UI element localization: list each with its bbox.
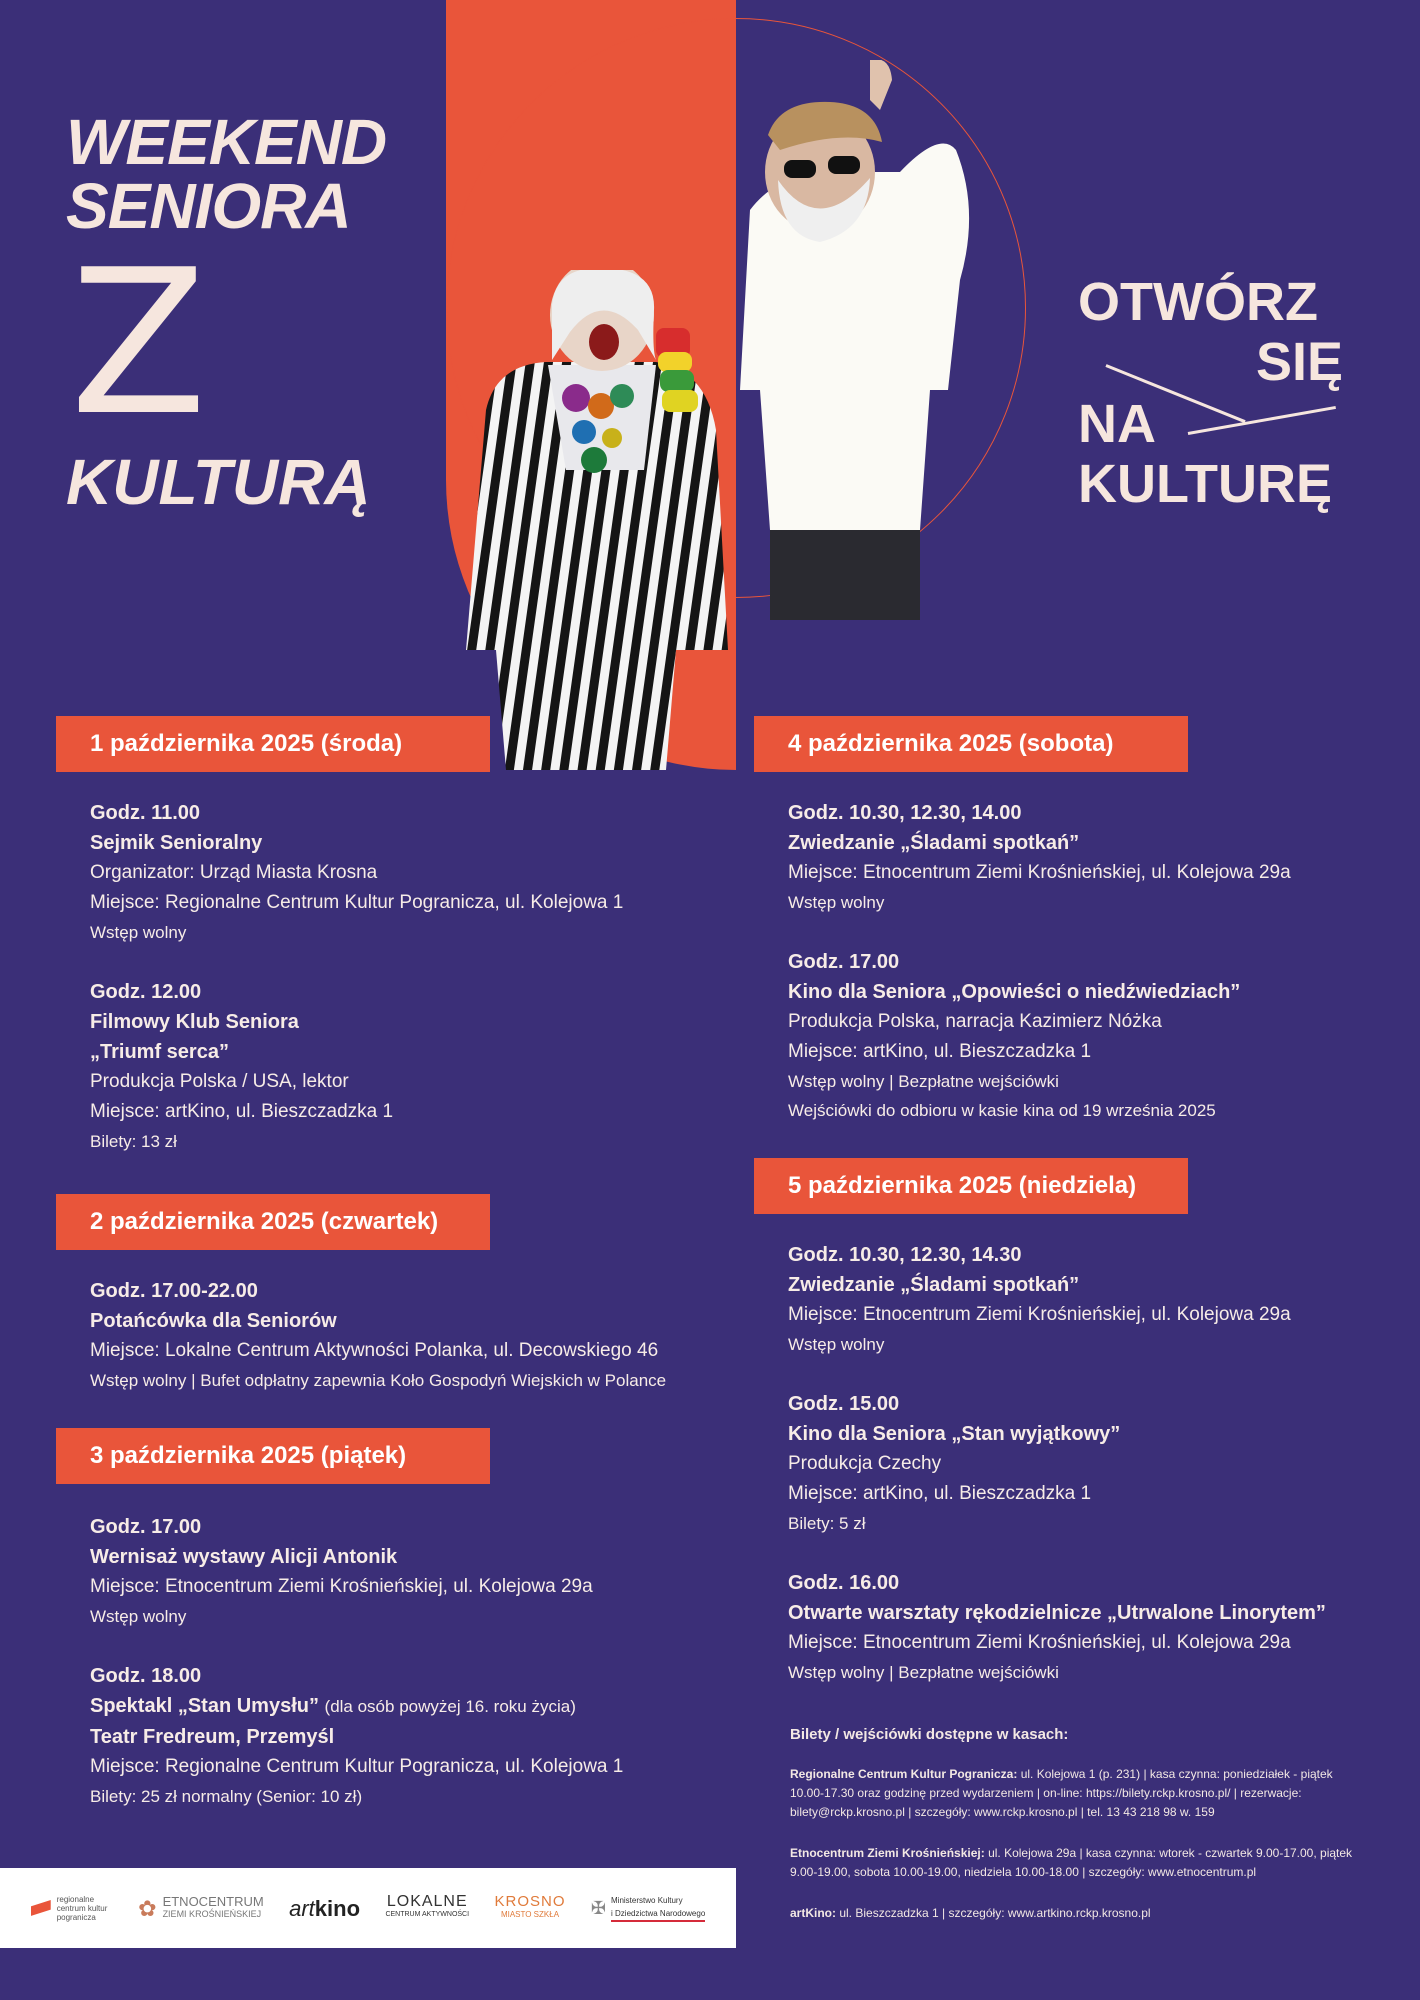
event-note: Wstęp wolny: [788, 1335, 885, 1354]
event-title: Sejmik Senioralny: [90, 832, 263, 854]
event-film-club: [90, 977, 690, 1156]
event-note: Bilety: 5 zł: [788, 1514, 866, 1533]
event-note: Wstęp wolny | Bezpłatne wejściówki: [788, 1072, 1059, 1091]
event-line: Produkcja Polska / USA, lektor: [90, 1071, 349, 1092]
day1-events: [90, 798, 690, 1186]
event-title: Spektakl „Stan Umysłu”: [90, 1695, 319, 1717]
event-kino-niedzwiedzie: [788, 947, 1398, 1125]
sponsor-logo-bar: [0, 1868, 736, 1948]
etnocentrum-logo: ✿ ETNOCENTRUM ZIEMI KROŚNIEŃSKIEJ: [138, 1894, 264, 1921]
date-banner-day3: 3 października 2025 (piątek): [56, 1428, 490, 1484]
rckp-logo: regionalne centrum kultur pogranicza: [31, 1895, 113, 1922]
title-seniora: SENIORA: [66, 170, 351, 242]
event-line: Produkcja Polska, narracja Kazimierz Nóżka: [788, 1011, 1162, 1032]
tickets-art-name: artKino:: [790, 1906, 836, 1920]
slogan-na: NA: [1078, 394, 1156, 454]
event-title-suffix: (dla osób powyżej 16. roku życia): [324, 1697, 576, 1716]
event-note: Wstęp wolny: [90, 923, 187, 942]
slogan-line-2: [1188, 406, 1336, 435]
title-weekend: WEEKEND: [66, 106, 387, 178]
event-line: Miejsce: Etnocentrum Ziemi Krośnieńskiej, ul. Kolejowa 29a: [788, 1632, 1291, 1653]
event-title: Otwarte warsztaty rękodzielnicze „Utrwalone Linorytem”: [788, 1602, 1326, 1624]
poster-title: [66, 106, 387, 518]
event-title-2: Teatr Fredreum, Przemyśl: [90, 1726, 335, 1748]
event-line: Miejsce: artKino, ul. Bieszczadzka 1: [788, 1041, 1092, 1062]
event-line: Organizator: Urząd Miasta Krosna: [90, 862, 378, 883]
title-z: Z: [70, 227, 208, 460]
event-line: Miejsce: Regionalne Centrum Kultur Pogranicza, ul. Kolejowa 1: [90, 892, 624, 913]
rckp-icon: [31, 1900, 51, 1916]
tickets-rckp: [790, 1765, 1370, 1822]
tickets-info: [790, 1726, 1370, 1945]
event-time: Godz. 17.00: [788, 951, 900, 973]
event-time: Godz. 18.00: [90, 1665, 202, 1687]
artkino-logo: artkino: [289, 1895, 361, 1921]
slogan-sie: SIĘ: [1256, 332, 1344, 392]
event-time: Godz. 12.00: [90, 981, 202, 1003]
event-note: Wstęp wolny: [90, 1607, 187, 1626]
event-potancowka: [90, 1276, 730, 1395]
day4-events: [788, 798, 1398, 1155]
tickets-art-text: ul. Bieszczadzka 1 | szczegóły: www.artkino.rckp.krosno.pl: [839, 1906, 1151, 1920]
event-note: Wstęp wolny | Bufet odpłatny zapewnia Koło Gospodyń Wiejskich w Polance: [90, 1371, 667, 1390]
etno-flower-icon: ✿: [138, 1895, 157, 1921]
title-kultura: KULTURĄ: [66, 446, 371, 518]
senior-man-photo: [720, 60, 1000, 620]
tickets-rckp-name: Regionalne Centrum Kultur Pogranicza:: [790, 1767, 1018, 1781]
event-line: Miejsce: Etnocentrum Ziemi Krośnieńskiej, ul. Kolejowa 29a: [788, 862, 1291, 883]
event-time: Godz. 10.30, 12.30, 14.00: [788, 802, 1022, 824]
event-line: Miejsce: Regionalne Centrum Kultur Pogranicza, ul. Kolejowa 1: [90, 1756, 624, 1777]
event-note-2: Wejściówki do odbioru w kasie kina od 19 września 2025: [788, 1101, 1216, 1120]
eagle-emblem-icon: ✠: [590, 1897, 607, 1918]
event-sejmik: [90, 798, 690, 947]
tickets-artkino: [790, 1904, 1370, 1923]
event-time: Godz. 10.30, 12.30, 14.30: [788, 1244, 1022, 1266]
date-banner-day1: 1 października 2025 (środa): [56, 716, 490, 772]
event-note: Bilety: 13 zł: [90, 1132, 177, 1151]
lokalne-logo: LOKALNE CENTRUM AKTYWNOŚCI: [385, 1893, 470, 1918]
event-title: Zwiedzanie „Śladami spotkań”: [788, 1274, 1080, 1296]
event-line: Produkcja Czechy: [788, 1453, 942, 1474]
date-banner-day4: 4 października 2025 (sobota): [754, 716, 1188, 772]
event-title-2: „Triumf serca”: [90, 1041, 229, 1063]
event-time: Godz. 16.00: [788, 1572, 900, 1594]
ministry-logo: ✠ Ministerstwo Kultury i Dziedzictwa Narodowego: [591, 1894, 705, 1922]
date-banner-day5: 5 października 2025 (niedziela): [754, 1158, 1188, 1214]
tickets-etno: [790, 1844, 1370, 1882]
event-title: Potańcówka dla Seniorów: [90, 1310, 337, 1332]
event-spektakl: [90, 1661, 730, 1811]
event-line: Miejsce: Etnocentrum Ziemi Krośnieńskiej, ul. Kolejowa 29a: [788, 1304, 1291, 1325]
event-zwiedzanie-sat: [788, 798, 1398, 917]
event-kino-stan-wyjatkowy: [788, 1389, 1398, 1538]
event-title: Filmowy Klub Seniora: [90, 1011, 299, 1033]
tickets-heading: Bilety / wejściówki dostępne w kasach:: [790, 1726, 1069, 1743]
event-title: Zwiedzanie „Śladami spotkań”: [788, 832, 1080, 854]
event-time: Godz. 15.00: [788, 1393, 900, 1415]
event-title: Wernisaż wystawy Alicji Antonik: [90, 1546, 398, 1568]
event-line: Miejsce: artKino, ul. Bieszczadzka 1: [90, 1101, 394, 1122]
event-wernisaz: [90, 1512, 730, 1631]
day3-events: [90, 1512, 730, 1841]
slogan-otworz: OTWÓRZ: [1078, 272, 1318, 332]
senior-woman-photo: [466, 270, 736, 770]
tickets-etno-text: ul. Kolejowa 29a | kasa czynna: wtorek - czwartek 9.00-17.00, piątek 9.00-19.00, sobota 10.00-19.00, niedziela 10.00-18.00 | szczegóły: www.etnocentrum.pl: [790, 1846, 1353, 1879]
tickets-rckp-text: ul. Kolejowa 1 (p. 231) | kasa czynna: poniedziałek - piątek 10.00-17.30 oraz godzinę przed wydarzeniem | on-line: https://bilety.rckp.krosno.pl/ | rezerwacje: bilety@rckp.krosno.pl | szczegóły: www.rckp.krosno.pl | tel. 13 43 218 98 w. 159: [790, 1767, 1333, 1819]
event-warsztaty: [788, 1568, 1398, 1687]
event-line: Miejsce: Etnocentrum Ziemi Krośnieńskiej, ul. Kolejowa 29a: [90, 1576, 593, 1597]
event-time: Godz. 11.00: [90, 802, 201, 824]
event-line: Miejsce: artKino, ul. Bieszczadzka 1: [788, 1483, 1092, 1504]
event-title-row: [90, 1691, 730, 1722]
krosno-logo: KROSNO MIASTO SZKŁA: [494, 1893, 566, 1919]
event-note: Wstęp wolny: [788, 893, 885, 912]
event-time: Godz. 17.00-22.00: [90, 1280, 258, 1302]
event-line: Miejsce: Lokalne Centrum Aktywności Polanka, ul. Decowskiego 46: [90, 1340, 659, 1361]
day5-events: [788, 1240, 1398, 1717]
event-title: Kino dla Seniora „Stan wyjątkowy”: [788, 1423, 1121, 1445]
event-note: Bilety: 25 zł normalny (Senior: 10 zł): [90, 1787, 363, 1806]
event-note: Wstęp wolny | Bezpłatne wejściówki: [788, 1663, 1059, 1682]
date-banner-day2: 2 października 2025 (czwartek): [56, 1194, 490, 1250]
event-title: Kino dla Seniora „Opowieści o niedźwiedziach”: [788, 981, 1241, 1003]
event-time: Godz. 17.00: [90, 1516, 202, 1538]
event-zwiedzanie-sun: [788, 1240, 1398, 1359]
tickets-etno-name: Etnocentrum Ziemi Krośnieńskiej:: [790, 1846, 985, 1860]
day2-events: [90, 1276, 730, 1425]
slogan-kulture: KULTURĘ: [1078, 454, 1332, 514]
